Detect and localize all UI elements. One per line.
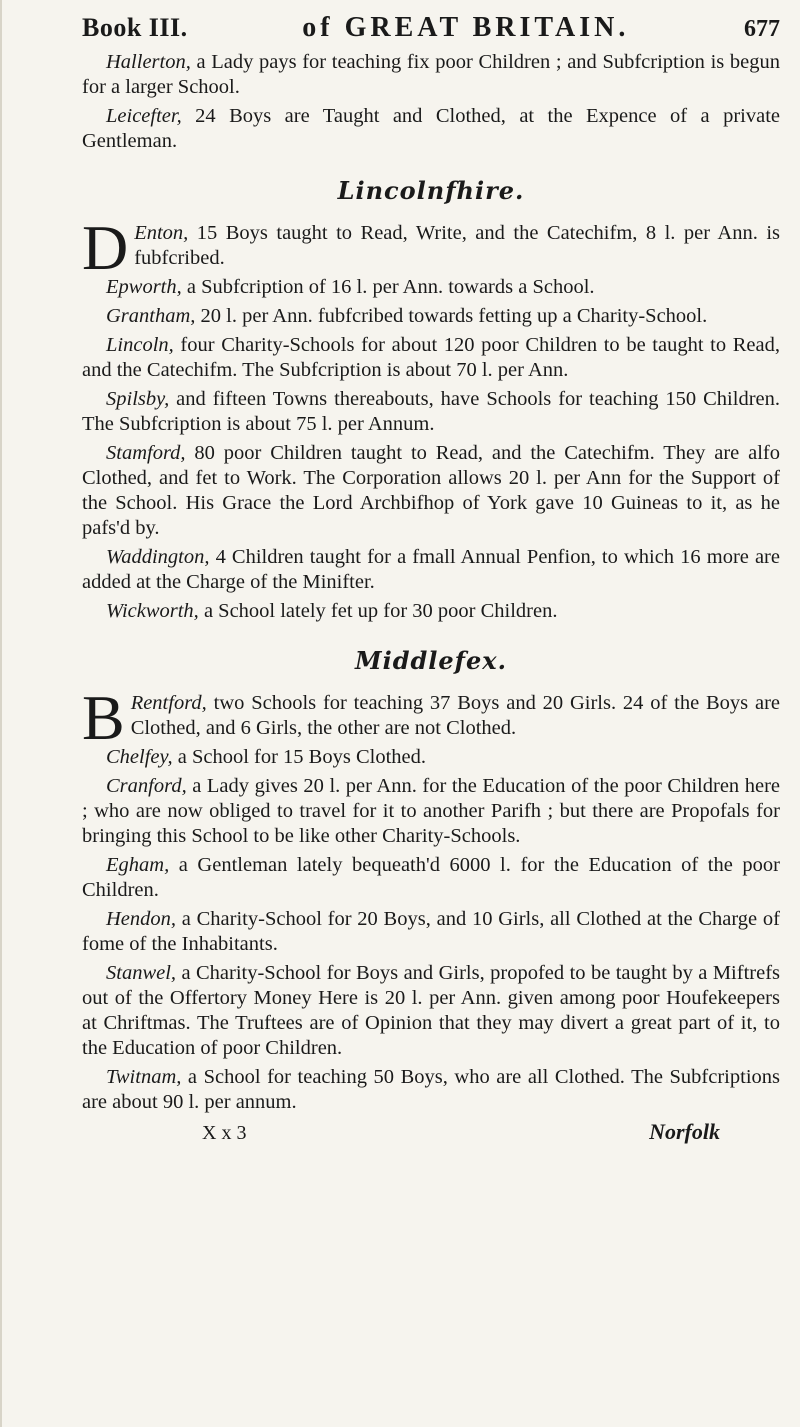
entry-place: Epworth, (106, 276, 182, 298)
entry-text: and fifteen Towns thereabouts, have Schools for teaching 150 Children. The Subfcription is about 75 l. per Annum. (82, 388, 780, 435)
entry-spilsby (82, 387, 780, 437)
entry-place: Stamford, (106, 442, 186, 464)
entry-place: Hallerton, (106, 51, 191, 73)
entry-chelsey (82, 745, 780, 770)
entry-hallerton (82, 50, 780, 100)
entry-text: a Charity-School for Boys and Girls, propofed to be taught by a Miftrefs out of the Offertory Money Here is 20 l. per Ann. given among poor Houfekeepers at Chriftmas. The Truftees are of Opinion that they may divert a great part of it, to the Education of poor Children. (82, 962, 780, 1059)
entry-text: 80 poor Children taught to Read, and the Catechifm. They are alfo Clothed, and fet to Work. The Corporation allows 20 l. per Ann for the Support of the School. His Grace the Lord Archbifhop of York gave 10 Guineas to it, as he pafs'd by. (82, 442, 780, 539)
entry-hendon (82, 907, 780, 957)
entry-place: Leicefter, (106, 105, 182, 127)
entry-text: a Charity-School for 20 Boys, and 10 Girls, all Clothed at the Charge of fome of the Inhabitants. (82, 908, 780, 955)
entry-lincoln (82, 333, 780, 383)
entry-place: Cranford, (106, 775, 187, 797)
entry-place: Lincoln, (106, 334, 174, 356)
entry-place: Hendon, (106, 908, 177, 930)
entry-grantham (82, 304, 780, 329)
entry-place: Egham, (106, 854, 170, 876)
entry-text: two Schools for teaching 37 Boys and 20 Girls. 24 of the Boys are Clothed, and 6 Girls, the other are not Clothed. (130, 692, 780, 739)
entry-text: 20 l. per Ann. fubfcribed towards fetting up a Charity-School. (195, 305, 708, 327)
entry-place: Enton, (134, 222, 189, 244)
entry-epworth (82, 275, 780, 300)
entry-text: 4 Children taught for a fmall Annual Penfion, to which 16 more are added at the Charge of the Minifter. (82, 546, 780, 593)
catchword: Norfolk (649, 1119, 720, 1144)
entry-place: Spilsby, (106, 388, 170, 410)
entry-text: 15 Boys taught to Read, Write, and the Catechifm, 8 l. per Ann. is fubfcribed. (134, 222, 780, 269)
entry-stanwel (82, 961, 780, 1061)
entry-place: Twitnam, (106, 1066, 182, 1088)
entry-twitnam (82, 1065, 780, 1115)
entry-egham (82, 853, 780, 903)
signature-mark: X x 3 (202, 1122, 247, 1144)
county-heading-middlesex: Middlefex. (355, 646, 507, 675)
entry-text: a Lady pays for teaching fix poor Children ; and Subfcription is begun for a larger School. (82, 51, 780, 98)
entry-stamford (82, 441, 780, 541)
entry-text: a School lately fet up for 30 poor Children. (198, 600, 558, 622)
entry-place: Waddington, (106, 546, 210, 568)
entry-place: Chelfey, (106, 746, 173, 768)
entry-text: 24 Boys are Taught and Clothed, at the Expence of a private Gentleman. (82, 105, 780, 152)
drop-capital: B (82, 682, 125, 753)
entry-text: a School for teaching 50 Boys, who are all Clothed. The Subfcriptions are about 90 l. per annum. (82, 1066, 780, 1113)
entry-cranford (82, 774, 780, 849)
entry-place: Wickworth, (106, 600, 199, 622)
entry-text: a School for 15 Boys Clothed. (172, 746, 426, 768)
book-number: Book III. (82, 13, 188, 42)
running-title: of GREAT BRITAIN. (302, 12, 630, 43)
entry-text: a Gentleman lately bequeath'd 6000 l. for the Education of the poor Children. (82, 854, 780, 901)
entry-text: a Lady gives 20 l. per Ann. for the Education of the poor Children here ; who are now obliged to travel for it to another Parifh ; but there are Propofals for bringing this School to be like other Charity-Schools. (82, 775, 780, 847)
page-number: 677 (743, 16, 780, 42)
entry-brentford (82, 682, 780, 753)
drop-capital: D (82, 212, 129, 283)
entry-place: Grantham, (106, 305, 196, 327)
running-head (82, 12, 780, 44)
entry-wickworth (82, 599, 780, 624)
entry-leicester (82, 104, 780, 154)
entry-waddington (82, 545, 780, 595)
entry-place: Stanwel, (106, 962, 177, 984)
entry-denton (82, 212, 780, 283)
entry-text: a Subfcription of 16 l. per Ann. towards a School. (181, 276, 595, 298)
entry-place: Rentford, (130, 692, 207, 714)
page-footer (82, 1119, 780, 1145)
entry-text: four Charity-Schools for about 120 poor Children to be taught to Read, and the Catechifm. The Subfcription is about 70 l. per Ann. (82, 334, 780, 381)
county-heading-lincolnshire: Lincolnfhire. (337, 176, 525, 205)
